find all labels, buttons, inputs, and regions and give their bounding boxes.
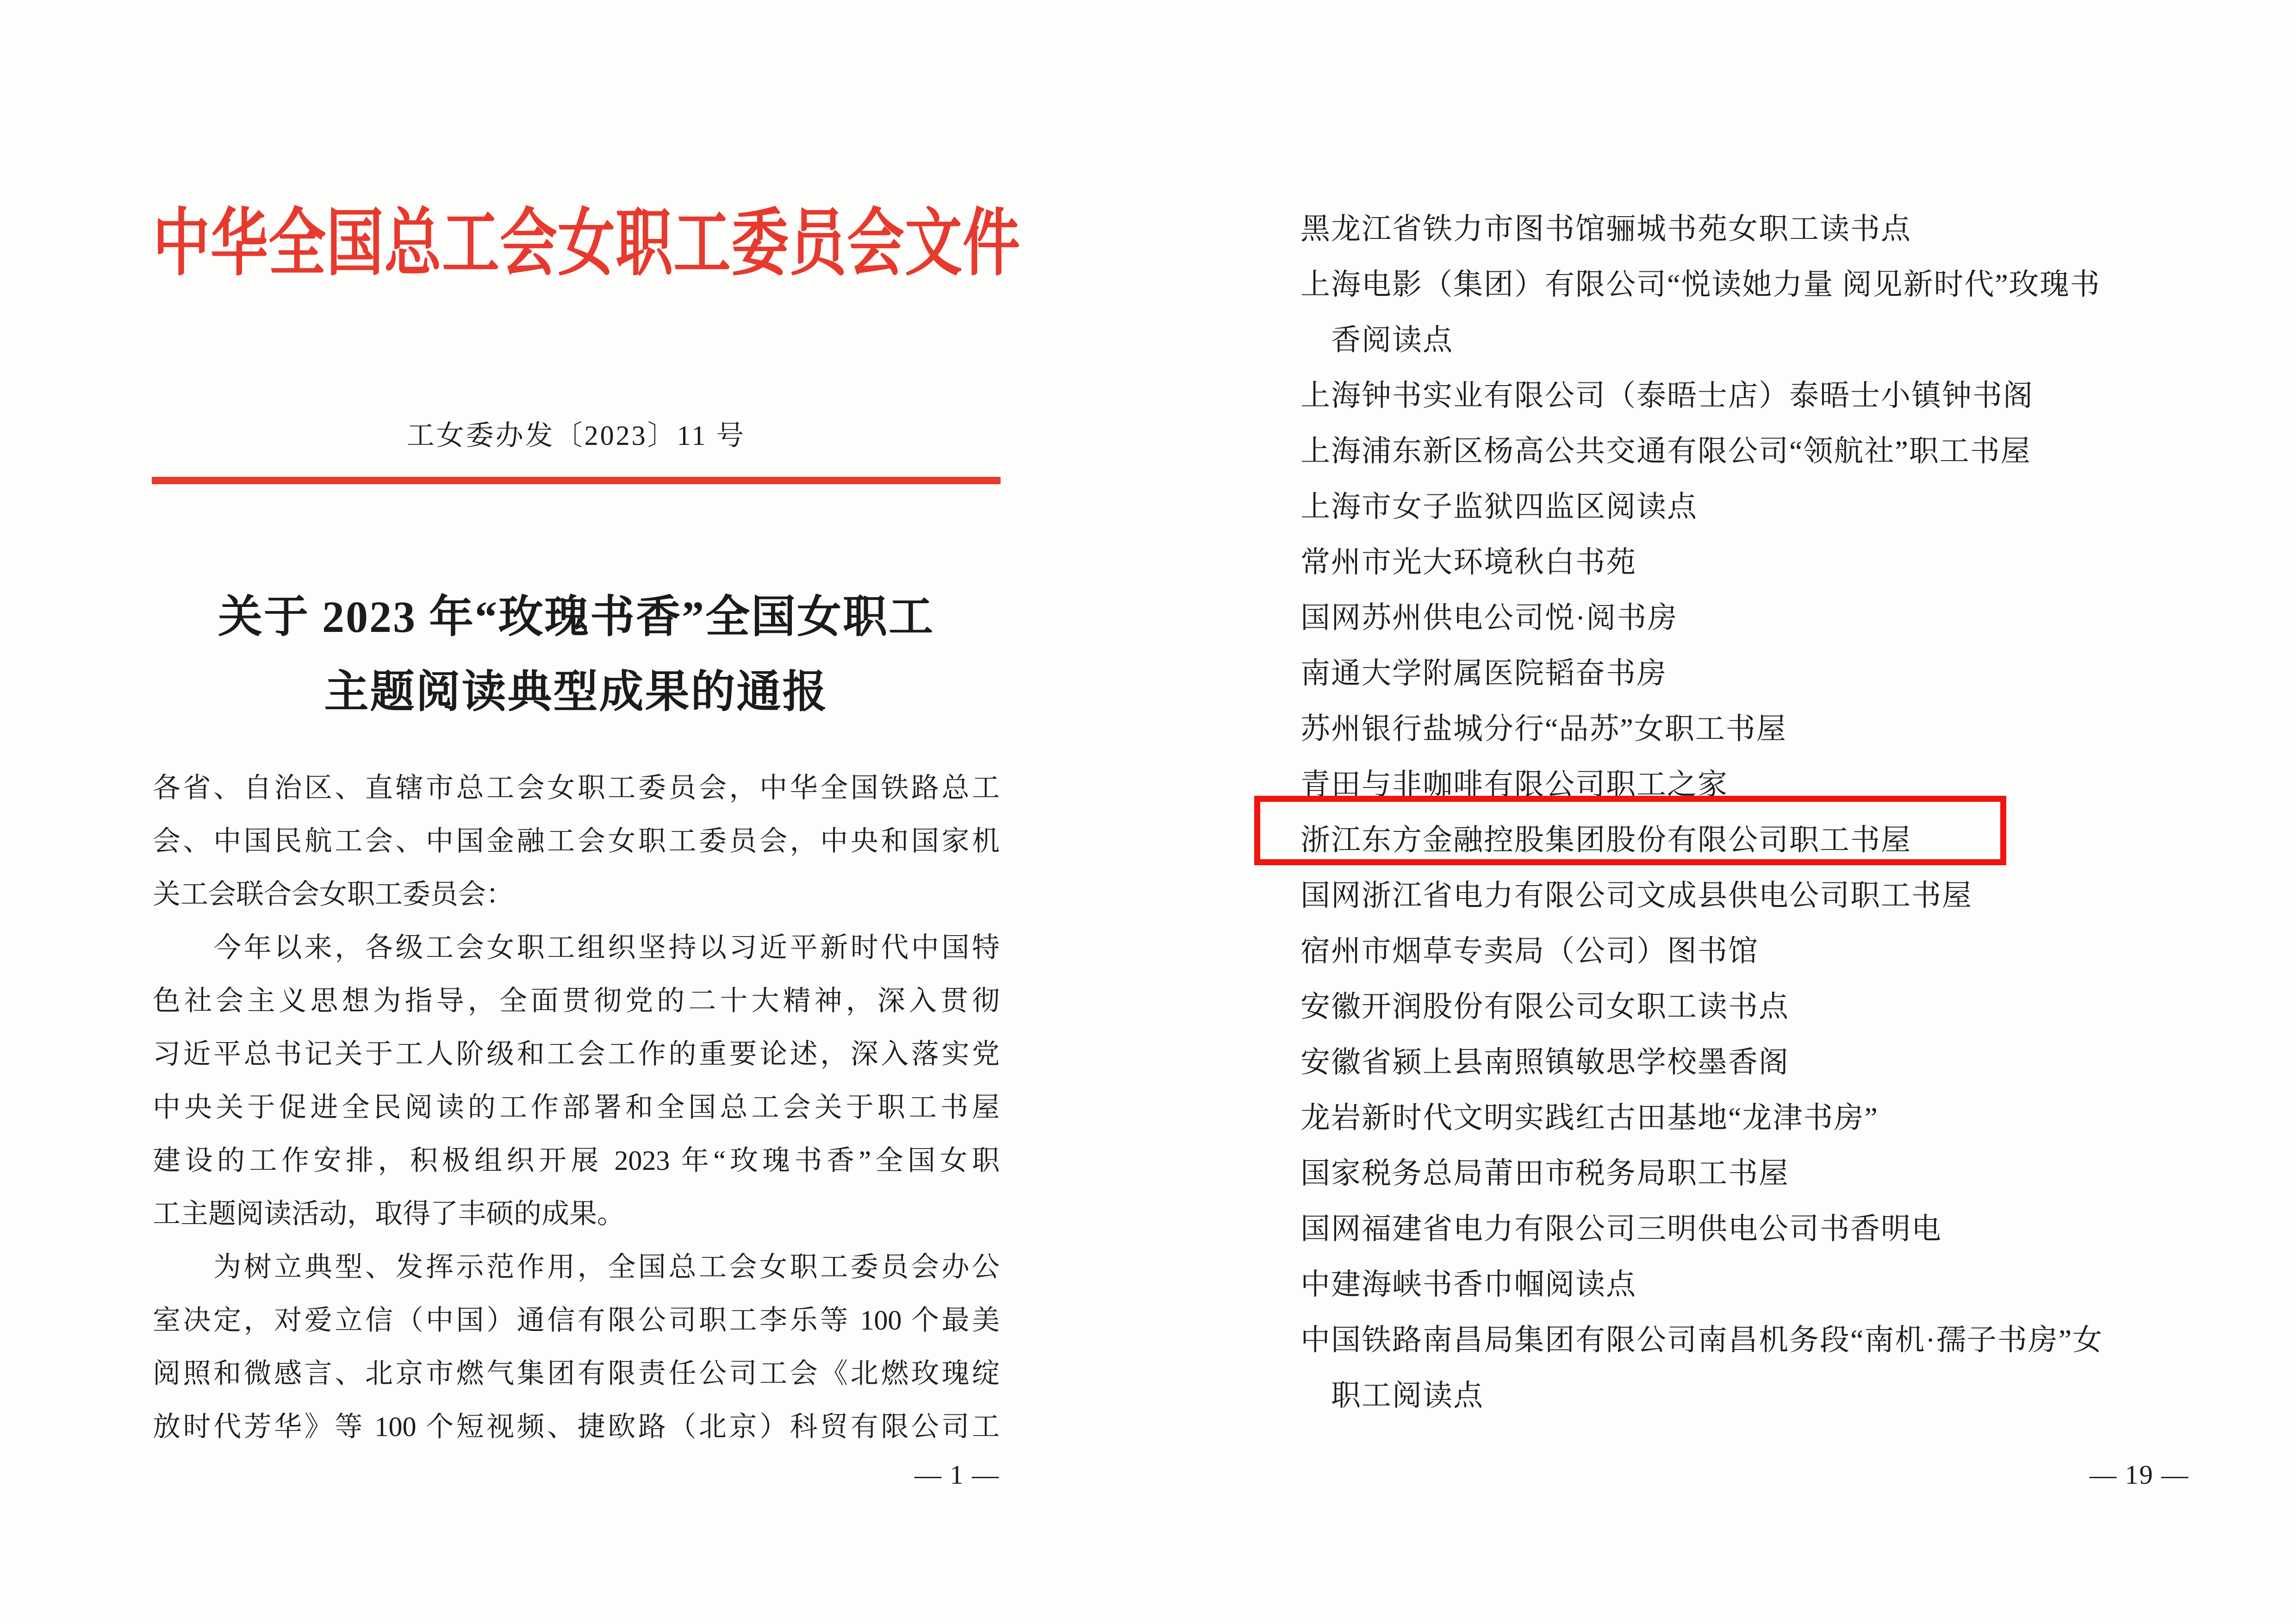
body-line: 关工会联合会女职工委员会： — [153, 879, 514, 910]
red-divider-line — [152, 477, 1001, 484]
list-line: 国网浙江省电力有限公司文成县供电公司职工书屋 — [1300, 879, 1972, 912]
list-line: 青田与非咖啡有限公司职工之家 — [1300, 768, 1728, 801]
list-line: 上海浦东新区杨高公共交通有限公司“领航社”职工书屋 — [1300, 435, 2031, 468]
list-line: 黑龙江省铁力市图书馆骊城书苑女职工读书点 — [1300, 212, 1911, 245]
body-line: 习近平总书记关于工人阶级和工会工作的重要论述，深入落实党 — [153, 1039, 1000, 1069]
body-line: 会、中国民航工会、中国金融工会女职工委员会，中央和国家机 — [153, 826, 1000, 856]
page-number-right: — 19 — — [2090, 1460, 2189, 1490]
body-line: 今年以来，各级工会女职工组织坚持以习近平新时代中国特 — [153, 932, 1000, 963]
letterhead-title: 中华全国总工会女职工委员会文件 — [153, 203, 1021, 285]
body-line: 各省、自治区、直辖市总工会女职工委员会，中华全国铁路总工 — [153, 773, 1000, 803]
list-line: 常州市光大环境秋白书苑 — [1300, 546, 1636, 579]
body-line: 为树立典型、发挥示范作用，全国总工会女职工委员会办公 — [153, 1252, 1000, 1282]
document-title-line-1: 关于 2023 年“玫瑰书香”全国女职工 — [218, 592, 934, 642]
body-line: 放时代芳华》等 100 个短视频、捷欧路（北京）科贸有限公司工 — [153, 1412, 1000, 1442]
list-line: 龙岩新时代文明实践红古田基地“龙津书房” — [1300, 1101, 1879, 1134]
body-line: 色社会主义思想为指导，全面贯彻党的二十大精神，深入贯彻 — [153, 986, 1000, 1016]
list-line: 安徽省颍上县南照镇敏思学校墨香阁 — [1300, 1046, 1789, 1079]
body-line: 室决定，对爱立信（中国）通信有限公司职工李乐等 100 个最美 — [153, 1305, 1000, 1336]
list-line-text: 浙江东方金融控股集团股份有限公司职工书屋 — [1300, 824, 1911, 856]
list-line: 上海钟书实业有限公司（泰晤士店）泰晤士小镇钟书阁 — [1300, 379, 2034, 412]
list-line: 上海电影（集团）有限公司“悦读她力量 阅见新时代”玫瑰书 — [1300, 268, 2101, 301]
list-line: 上海市女子监狱四监区阅读点 — [1300, 490, 1698, 523]
document-number: 工女委办发〔2023〕11 号 — [406, 420, 746, 451]
list-line: 安徽开润股份有限公司女职工读书点 — [1300, 990, 1789, 1023]
list-line: 中建海峡书香巾帼阅读点 — [1300, 1268, 1636, 1301]
list-line: 香阅读点 — [1300, 324, 1453, 356]
page-number-left: — 1 — — [915, 1460, 1000, 1490]
list-line: 中国铁路南昌局集团有限公司南昌机务段“南机·孺子书房”女 — [1300, 1324, 2103, 1356]
reading-point-list — [1300, 201, 2189, 1424]
document-title — [153, 580, 1000, 730]
document-body — [153, 762, 1000, 1454]
list-line: 国家税务总局莆田市税务局职工书屋 — [1300, 1157, 1789, 1190]
list-line: 国网福建省电力有限公司三明供电公司书香明电 — [1300, 1212, 1942, 1245]
list-line: 职工阅读点 — [1300, 1379, 1484, 1412]
body-line: 工主题阅读活动，取得了丰硕的成果。 — [153, 1199, 625, 1229]
body-line: 中央关于促进全民阅读的工作部署和全国总工会关于职工书屋 — [153, 1092, 1000, 1123]
list-line: 国网苏州供电公司悦·阅书房 — [1300, 601, 1678, 634]
list-line: 苏州银行盐城分行“品苏”女职工书屋 — [1300, 712, 1787, 745]
body-line: 建设的工作安排，积极组织开展 2023 年“玫瑰书香”全国女职 — [153, 1145, 1000, 1176]
list-line-highlighted — [1300, 812, 2189, 868]
list-line: 南通大学附属医院韬奋书房 — [1300, 657, 1667, 690]
document-title-line-2: 主题阅读典型成果的通报 — [324, 667, 828, 717]
body-line: 阅照和微感言、北京市燃气集团有限责任公司工会《北燃玫瑰绽 — [153, 1358, 1000, 1389]
list-line: 宿州市烟草专卖局（公司）图书馆 — [1300, 935, 1759, 968]
